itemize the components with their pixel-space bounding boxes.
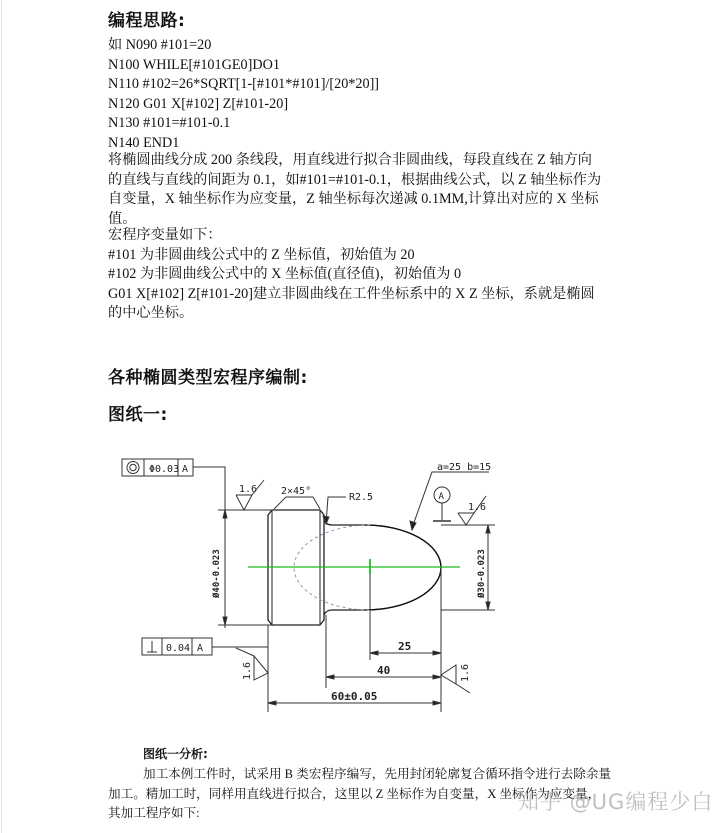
radius-label: R2.5 <box>349 492 374 503</box>
dim-60: 60±0.05 <box>331 690 378 703</box>
code-line: N140 END1 <box>108 134 180 151</box>
variables-title: 宏程序变量如下： <box>108 227 222 243</box>
analysis-line: 加工本例工件时，试采用 B 类宏程序编写，先用封闭轮廓复合循环指令进行去除余量 <box>143 767 612 781</box>
explanation-line: 自变量，X 轴坐标作为应变量，Z 轴坐标每次递减 0.1MM,计算出对应的 X 坐标 <box>108 191 599 207</box>
dia30-label: Ø30-0.023 <box>477 549 487 598</box>
heading-drawing-one: 图纸一: <box>108 405 168 425</box>
roughness-left: 1.6 <box>242 661 253 680</box>
chamfer-label: 2×45° <box>281 486 312 497</box>
heading-ellipse-macro: 各种椭圆类型宏程序编制: <box>108 368 308 388</box>
analysis-line: 其加工程序如下: <box>108 806 200 820</box>
dim-25: 25 <box>398 640 412 653</box>
variable-101: #101 为非圆曲线公式中的 Z 坐标值，初始值为 20 <box>108 246 415 263</box>
dia40-label: Ø40-0.023 <box>212 549 222 598</box>
explanation-line: 值。 <box>108 210 137 227</box>
roughness-top-left: 1.6 <box>239 484 258 495</box>
dim-40: 40 <box>377 664 391 677</box>
analysis-title: 图纸一分析: <box>143 747 208 761</box>
g01-line: G01 X[#102] Z[#101-20]建立非圆曲线在工件坐标系中的 X Z 坐标，系就是椭圆 <box>108 285 595 302</box>
roughness-right: 1.6 <box>460 663 471 682</box>
code-line: N120 G01 X[#102] Z[#101-20] <box>108 95 289 112</box>
watermark: 知乎 @UG编程少白 <box>518 790 714 814</box>
explanation-line: 将椭圆曲线分成 200 条线段，用直线进行拟合非圆曲线，每段直线在 Z 轴方向 <box>108 152 592 168</box>
heading-programming-idea: 编程思路: <box>108 11 186 31</box>
explanation-line: 的直线与直线的间距为 0.1，如#101=#101-0.1，根据曲线公式，以 Z 轴坐标作为 <box>108 171 602 188</box>
code-line: N110 #102=26*SQRT[1-[#101*#101]/[20*20]] <box>108 76 380 92</box>
roughness-top-right: 1.6 <box>468 502 487 513</box>
code-line: 如 N090 #101=20 <box>108 37 212 53</box>
code-line: N130 #101=#101-0.1 <box>108 115 231 131</box>
concentricity-tolerance: Φ0.03 <box>149 464 180 475</box>
ellipse-label: a=25 b=15 <box>437 462 492 473</box>
g01-line: 的中心坐标。 <box>108 305 194 321</box>
perpendicularity-tolerance: 0.04 <box>166 643 191 654</box>
variable-102: #102 为非圆曲线公式中的 X 坐标值(直径值)，初始值为 0 <box>108 266 462 282</box>
analysis-line: 加工。精加工时，同样用直线进行拟合，这里以 Z 坐标作为自变量，X 坐标作为应变量， <box>108 787 601 801</box>
code-line: N100 WHILE[#101GE0]DO1 <box>108 56 280 73</box>
perpendicularity-datum: A <box>197 643 204 654</box>
datum-label: A <box>438 492 444 502</box>
concentricity-datum: A <box>182 464 189 475</box>
